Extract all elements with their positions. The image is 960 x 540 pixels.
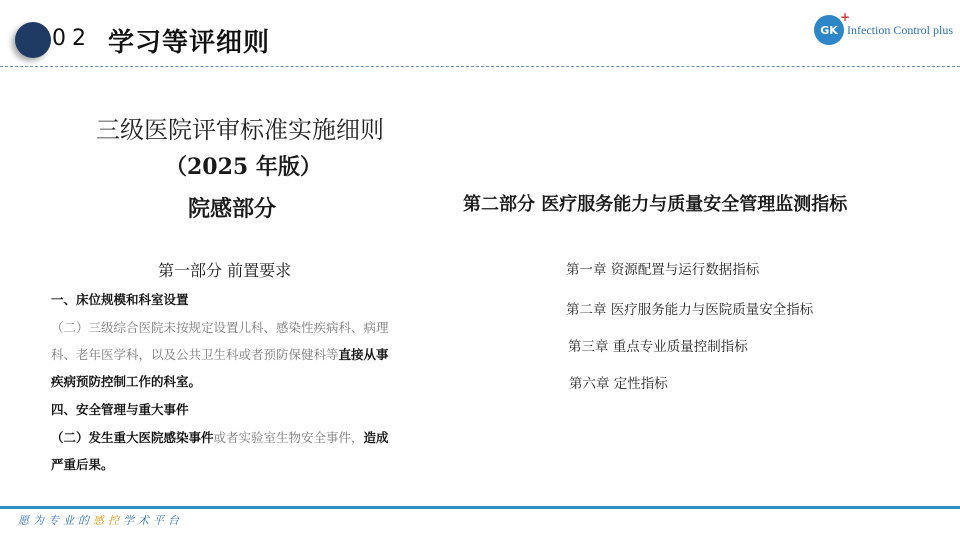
item-text-bold: 直接从事 bbox=[338, 347, 389, 362]
item-heading-beds: 一、床位规模和科室设置 bbox=[51, 292, 189, 307]
section-number: 02 bbox=[52, 26, 92, 51]
item-line: 严重后果。 bbox=[51, 457, 114, 472]
slogan-highlight: 感控 bbox=[93, 514, 123, 527]
item-line bbox=[51, 345, 389, 363]
doc-title: 三级医院评审标准实施细则 bbox=[96, 116, 384, 144]
header-bullet bbox=[15, 22, 51, 58]
footer-slogan bbox=[18, 512, 183, 528]
logo-plus-icon: + bbox=[840, 10, 851, 24]
doc-year: （2025 年版） bbox=[165, 154, 322, 180]
item-text-bold: （二）发生重大医院感染事件 bbox=[51, 430, 214, 445]
item-line bbox=[51, 428, 389, 446]
footer-divider bbox=[0, 506, 960, 509]
item-heading-safety: 四、安全管理与重大事件 bbox=[51, 402, 189, 417]
logo-text: Infection Control plus bbox=[847, 23, 953, 37]
doc-subtitle: 院感部分 bbox=[188, 197, 277, 222]
chapter-item: 第三章 重点专业质量控制指标 bbox=[568, 339, 748, 355]
item-text-bold: 造成 bbox=[363, 430, 389, 445]
chapter-item: 第一章 资源配置与运行数据指标 bbox=[566, 262, 760, 278]
part-one-heading: 第一部分 前置要求 bbox=[158, 261, 292, 280]
chapter-item: 第二章 医疗服务能力与医院质量安全指标 bbox=[566, 302, 814, 318]
item-line: 疾病预防控制工作的科室。 bbox=[51, 374, 202, 389]
chapter-item: 第六章 定性指标 bbox=[569, 376, 668, 392]
slogan-text: 学术平台 bbox=[123, 514, 183, 527]
part-two-heading: 第二部分 医疗服务能力与质量安全管理监测指标 bbox=[463, 194, 848, 215]
page-title: 学习等评细则 bbox=[108, 28, 271, 58]
item-line: （二）三级综合医院未按规定设置儿科、感染性疾病科、病理 bbox=[51, 320, 389, 335]
slogan-text: 愿为专业的 bbox=[18, 514, 93, 527]
item-text-plain: 或者实验室生物安全事件， bbox=[213, 430, 364, 445]
header-divider bbox=[0, 66, 960, 67]
logo-initials: GK bbox=[820, 23, 838, 37]
item-text-plain: 科、老年医学科，以及公共卫生科或者预防保健科等 bbox=[51, 347, 339, 362]
